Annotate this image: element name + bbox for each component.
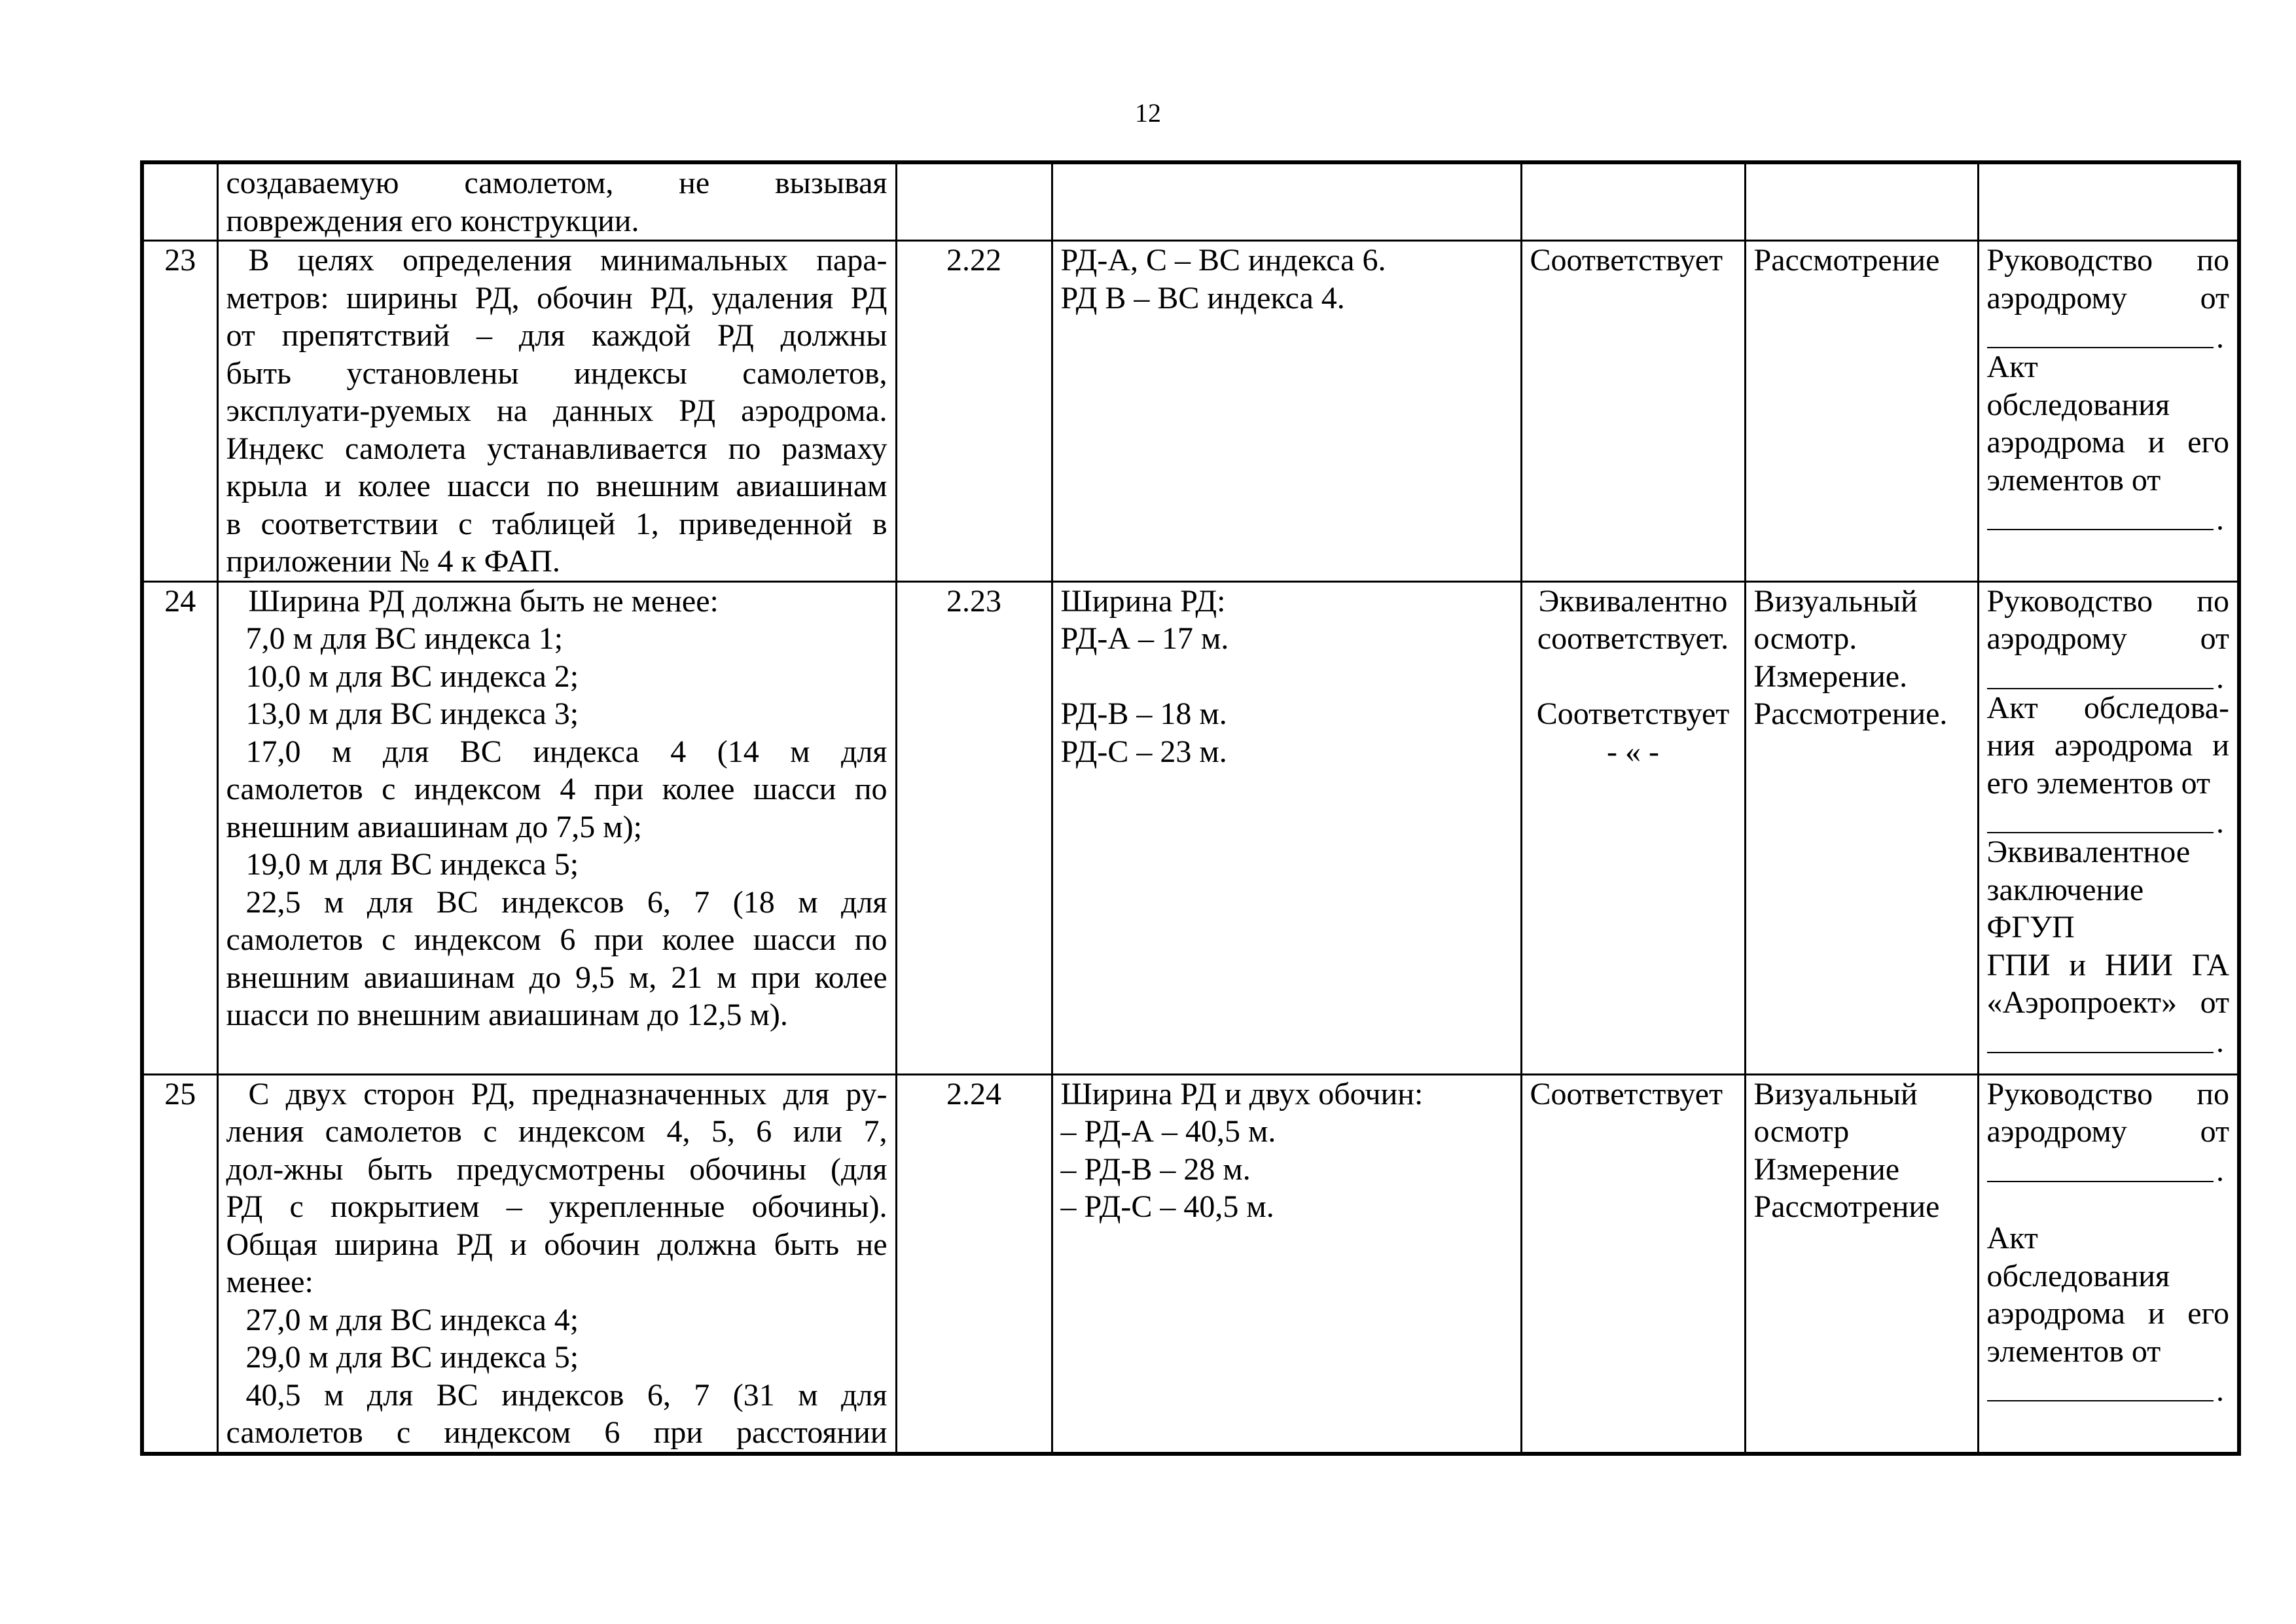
method-cell: Визуальный осмотр Измерение Рассмотрение: [1745, 1074, 1978, 1454]
docs-cell: Руководство по аэродрому от . Акт обследования аэродрома и его элементов от .: [1978, 241, 2239, 582]
clause-cell: [896, 162, 1052, 241]
requirement-cell: С двух сторон РД, предназначенных для ру- ления самолетов с индексом 4, 5, 6 или 7, дол-жны быть предусмотрены обочины (для РД с покрытием – укрепленные обочины). Общая ширина РД и обочин должна быть не менее: 27,0 м для ВС индекса 4; 29,0 м для ВС индекса 5; 40,5 м для ВС индексов 6, 7 (31 м для самолетов с индексом 6 при расстоянии: [217, 1074, 896, 1454]
date-blank: [1987, 1151, 2214, 1182]
actual-cell: [1052, 162, 1521, 241]
row-number: 23: [142, 241, 217, 582]
date-blank: [1987, 1370, 2214, 1401]
date-blank: [1987, 317, 2214, 348]
row-number: [142, 162, 217, 241]
clause-cell: 2.23: [896, 581, 1052, 1074]
status-cell: Соответствует: [1521, 241, 1745, 582]
actual-cell: Ширина РД и двух обочин: – РД-А – 40,5 м. – РД-В – 28 м. – РД-С – 40,5 м.: [1052, 1074, 1521, 1454]
actual-cell: Ширина РД: РД-А – 17 м. РД-В – 18 м. РД-С – 23 м.: [1052, 581, 1521, 1074]
date-blank: [1987, 658, 2214, 689]
table-row: [142, 581, 2239, 1074]
table-row: [142, 1074, 2239, 1454]
docs-cell: [1978, 162, 2239, 241]
method-cell: [1745, 162, 1978, 241]
requirement-cell: В целях определения минимальных пара- метров: ширины РД, обочин РД, удаления РД от препятствий – для каждой РД должны быть установлены индексы самолетов, эксплуати-руемых на данных РД аэродрома. Индекс самолета устанавливается по размаху крыла и колее шасси по внешним авиашинам в соответствии с таблицей 1, приведенной в приложении № 4 к ФАП.: [217, 241, 896, 582]
actual-cell: РД-А, С – ВС индекса 6. РД В – ВС индекса 4.: [1052, 241, 1521, 582]
table-row: [142, 241, 2239, 582]
docs-cell: Руководство по аэродрому от . Акт обследования аэродрома и его элементов от .: [1978, 1074, 2239, 1454]
date-blank: [1987, 499, 2214, 530]
date-blank: [1987, 802, 2214, 833]
compliance-table: [140, 160, 2241, 1456]
method-cell: Визуальный осмотр. Измерение. Рассмотрение.: [1745, 581, 1978, 1074]
clause-cell: 2.24: [896, 1074, 1052, 1454]
requirement-cell: Ширина РД должна быть не менее: 7,0 м для ВС индекса 1; 10,0 м для ВС индекса 2; 13,0 м для ВС индекса 3; 17,0 м для ВС индекса 4 (14 м для самолетов с индексом 4 при колее шасси по внешним авиашинам до 7,5 м); 19,0 м для ВС индекса 5; 22,5 м для ВС индексов 6, 7 (18 м для самолетов с индексом 6 при колее шасси по внешним авиашинам до 9,5 м, 21 м при колее шасси по внешним авиашинам до 12,5 м).: [217, 581, 896, 1074]
date-blank: [1987, 1022, 2214, 1053]
status-cell: Соответствует: [1521, 1074, 1745, 1454]
row-number: 24: [142, 581, 217, 1074]
page-number: 12: [1135, 98, 1161, 128]
status-cell: [1521, 162, 1745, 241]
table-row: [142, 162, 2239, 241]
docs-cell: Руководство по аэродрому от . Акт обследова- ния аэродрома и его элементов от . Эквивалентное заключение ФГУП ГПИ и НИИ ГА «Аэропроект» от .: [1978, 581, 2239, 1074]
clause-cell: 2.22: [896, 241, 1052, 582]
requirement-cell: создаваемую самолетом, не вызывая повреждения его конструкции.: [217, 162, 896, 241]
method-cell: Рассмотрение: [1745, 241, 1978, 582]
status-cell: Эквивалентно соответствует. Соответствует - « -: [1521, 581, 1745, 1074]
row-number: 25: [142, 1074, 217, 1454]
